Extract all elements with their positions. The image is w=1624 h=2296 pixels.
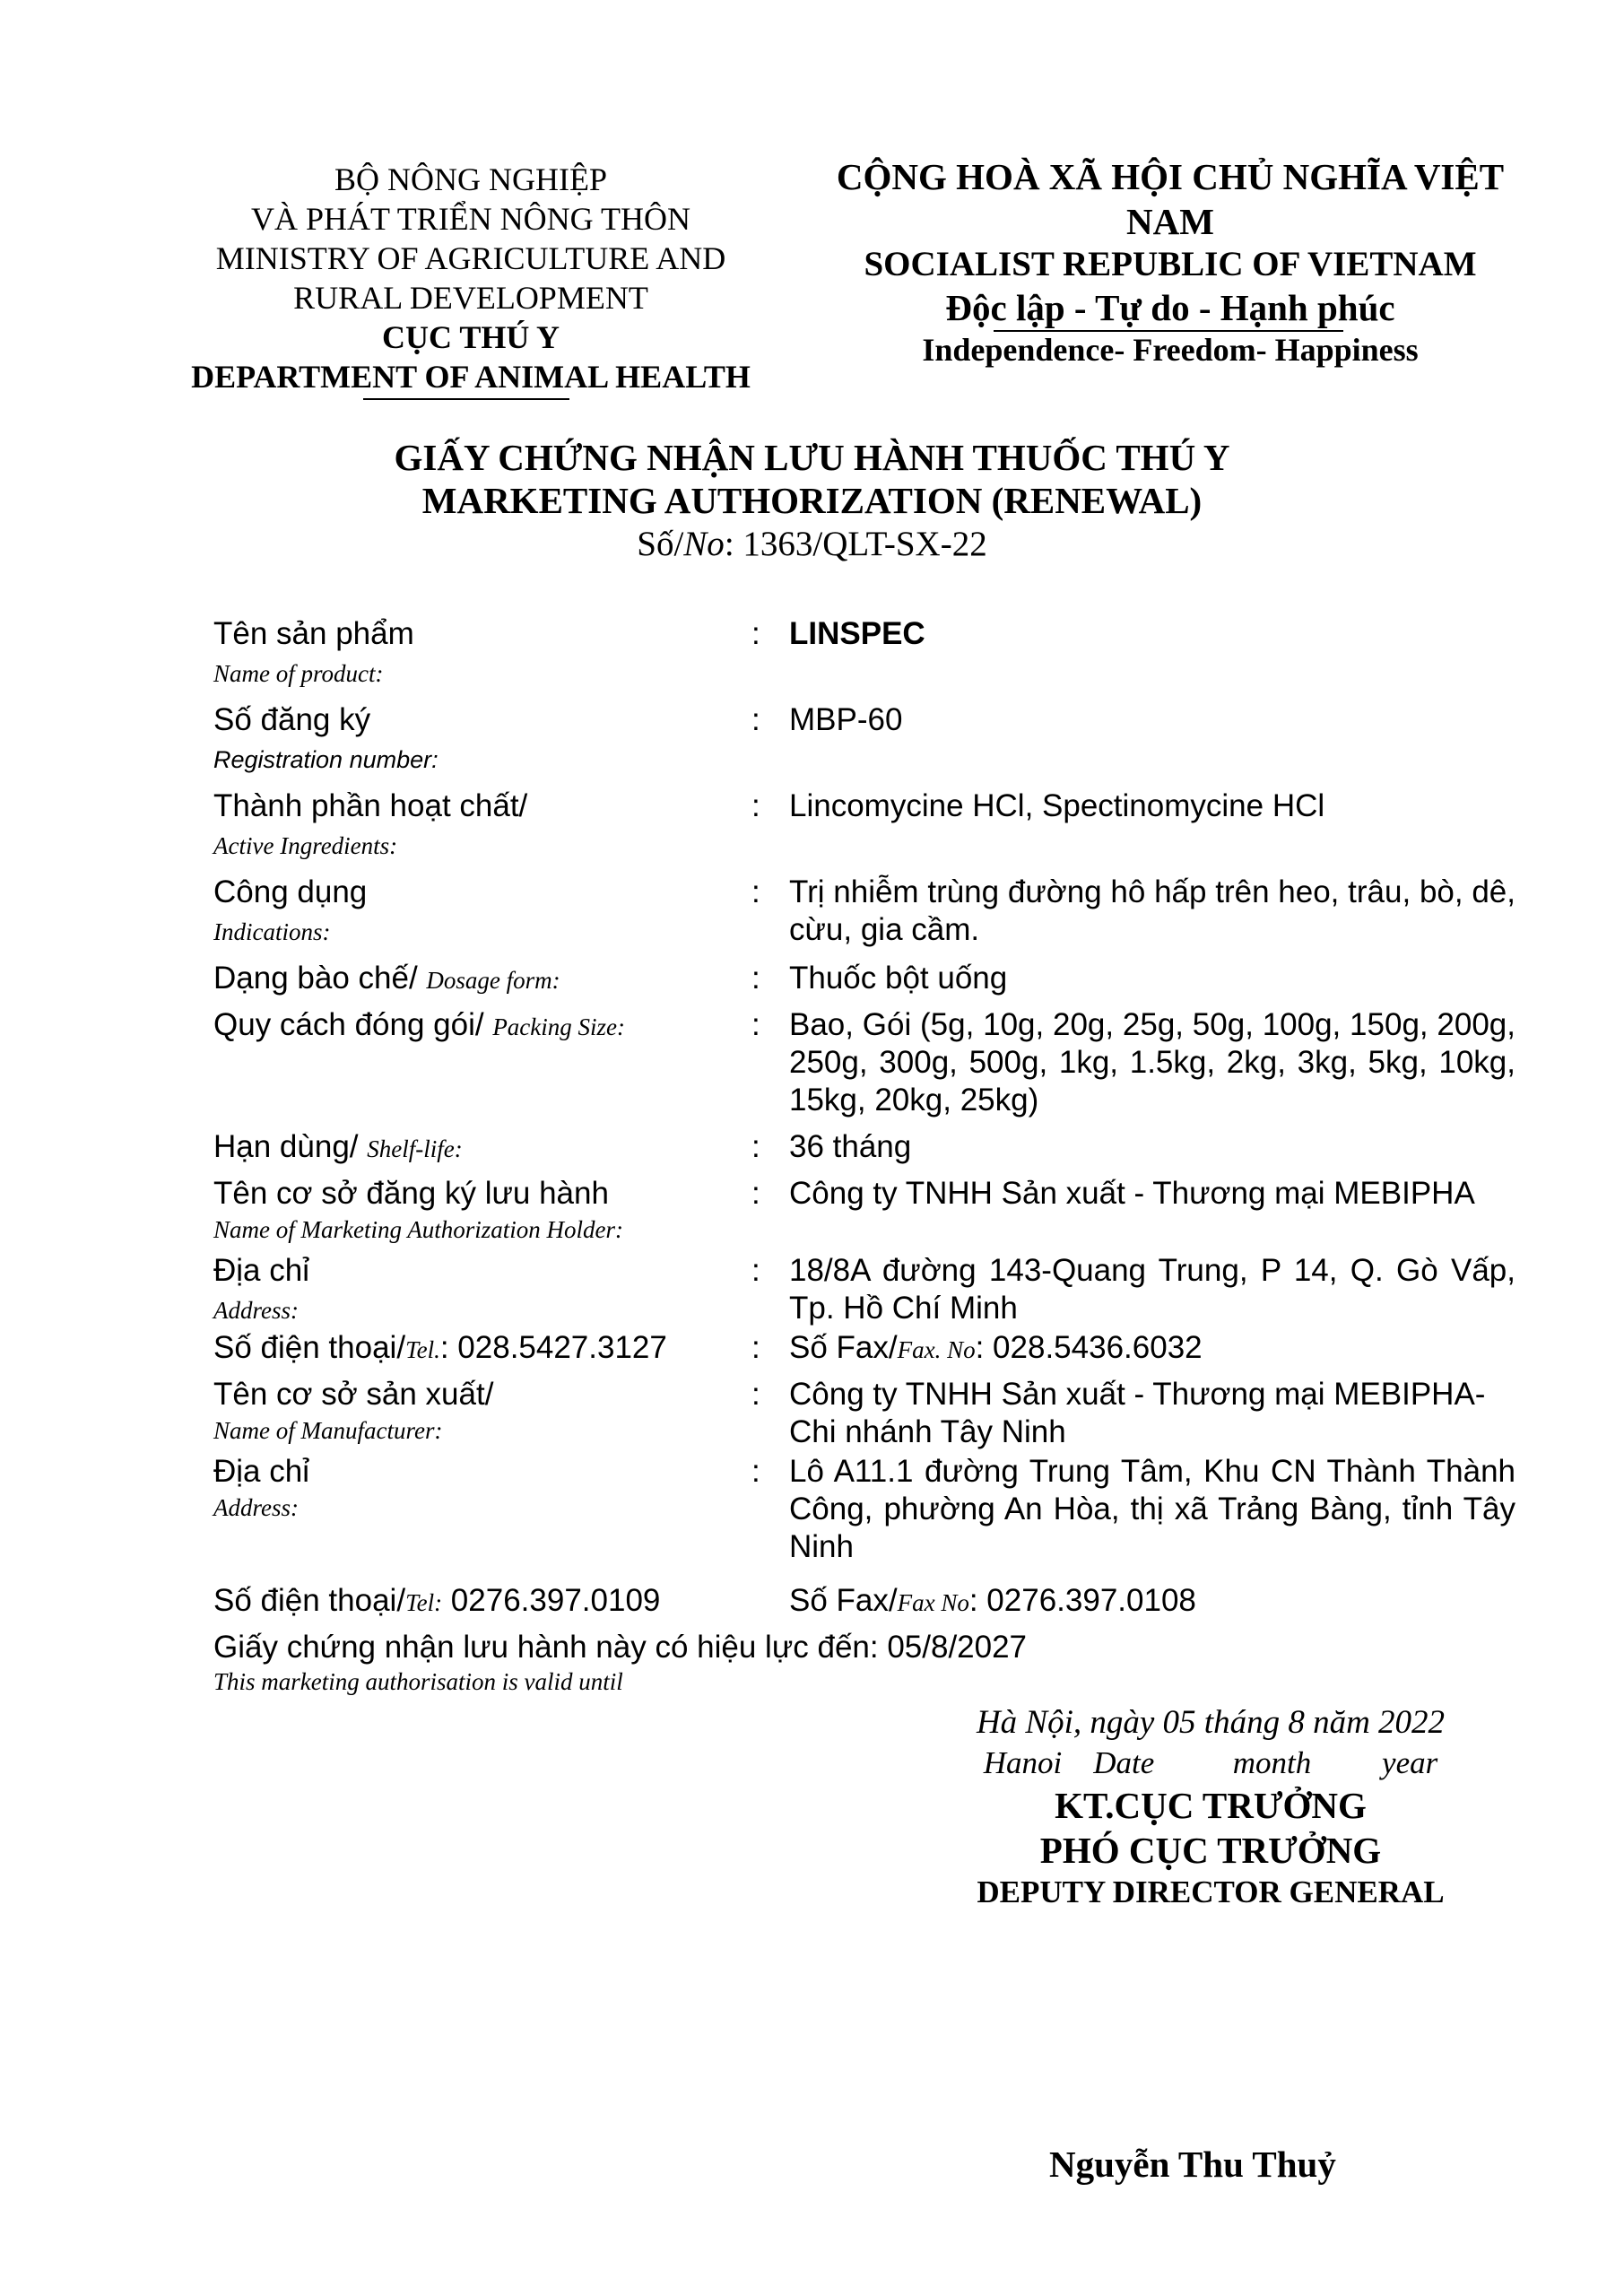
- signer-title-en: DEPUTY DIRECTOR GENERAL: [977, 1874, 1445, 1909]
- manufacturer-label: Tên cơ sở sản xuất/: [213, 1377, 494, 1412]
- product-value: LINSPEC: [789, 616, 925, 651]
- ingredients-label: Thành phần hoạt chất/: [213, 788, 528, 823]
- manufacturer-address-value: Lô A11.1 đường Trung Tâm, Khu CN Thành Thành Công, phường An Hòa, thị xã Trảng Bàng, tỉnh Tây Ninh: [789, 1454, 1515, 1564]
- manufacturer-value: Công ty TNHH Sản xuất - Thương mại MEBIPHA- Chi nhánh Tây Ninh: [789, 1377, 1486, 1449]
- ministry-name-en-2: RURAL DEVELOPMENT: [293, 280, 648, 316]
- indications-value: Trị nhiễm trùng đường hô hấp trên heo, trâu, bò, dê, cừu, gia cầm.: [789, 874, 1515, 947]
- ingredients-value: Lincomycine HCl, Spectinomycine HCl: [789, 788, 1325, 823]
- issue-date-en: Hanoi Date month year: [983, 1745, 1438, 1780]
- holder-phone-sublabel: Tel.: [405, 1336, 440, 1363]
- department-name-en: DEPARTMENT OF ANIMAL HEALTH: [191, 359, 751, 395]
- indications-sublabel: Indications:: [213, 918, 331, 945]
- signer-title-1: KT.CỤC TRƯỞNG: [1055, 1785, 1367, 1826]
- validity-statement: Giấy chứng nhận lưu hành này có hiệu lực đến: 05/8/2027: [213, 1630, 1028, 1665]
- manufacturer-fax-value: : 0276.397.0108: [968, 1583, 1196, 1618]
- shelf-life-value: 36 tháng: [789, 1129, 912, 1164]
- holder-address-label: Địa chỉ: [213, 1253, 309, 1288]
- signer-title-2: PHÓ CỤC TRƯỞNG: [1039, 1830, 1382, 1871]
- packing-label: Quy cách đóng gói/ Packing Size:: [213, 1007, 626, 1042]
- motto-en: Independence- Freedom- Happiness: [922, 332, 1419, 368]
- manufacturer-phone-sublabel: Tel:: [405, 1589, 443, 1616]
- product-label: Tên sản phẩm: [213, 616, 414, 651]
- ministry-name-vi-2: VÀ PHÁT TRIỂN NÔNG THÔN: [250, 201, 690, 237]
- ministry-name-vi: BỘ NÔNG NGHIỆP: [334, 161, 607, 197]
- holder-fax-sublabel: Fax. No: [897, 1336, 976, 1363]
- registration-value: MBP-60: [789, 702, 903, 737]
- holder-sublabel: Name of Marketing Authorization Holder:: [213, 1216, 623, 1243]
- header-left-underline: [363, 398, 569, 400]
- manufacturer-fax: Số Fax/Fax No: 0276.397.0108: [789, 1583, 1196, 1618]
- number-label: Số/: [637, 525, 684, 563]
- number-label-en: No: [683, 525, 725, 563]
- holder-value: Công ty TNHH Sản xuất - Thương mại MEBIPHA: [789, 1176, 1475, 1211]
- national-header: [789, 154, 1551, 370]
- holder-address-value: 18/8A đường 143-Quang Trung, P 14, Q. Gò Vấp, Tp. Hồ Chí Minh: [789, 1253, 1515, 1326]
- certificate-number: [0, 522, 1624, 567]
- country-name-vi: CỘNG HOÀ XÃ HỘI CHỦ NGHĨA VIỆT NAM: [836, 156, 1505, 242]
- registration-label: Số đăng ký: [213, 702, 371, 737]
- title-en: MARKETING AUTHORIZATION (RENEWAL): [421, 480, 1203, 521]
- country-name-en: SOCIALIST REPUBLIC OF VIETNAM: [864, 245, 1477, 283]
- signature-block: [897, 1702, 1524, 1912]
- packing-value: Bao, Gói (5g, 10g, 20g, 25g, 50g, 100g, 150g, 200g, 250g, 300g, 500g, 1kg, 1.5kg, 2kg, 3kg, 5kg, 10kg, 15kg, 20kg, 25kg): [789, 1007, 1515, 1118]
- document-title: [0, 436, 1624, 567]
- number-value: : 1363/QLT-SX-22: [724, 525, 987, 563]
- holder-phone-value: : 028.5427.3127: [439, 1330, 667, 1365]
- signer-name: Nguyễn Thu Thuỷ: [1049, 2144, 1336, 2185]
- issuer-header: [175, 160, 767, 396]
- manufacturer-fax-sublabel: Fax No: [897, 1589, 969, 1616]
- manufacturer-phone-value: 0276.397.0109: [442, 1583, 661, 1618]
- motto-vi: Độc lập - Tự do - Hạnh phúc: [945, 287, 1395, 328]
- holder-fax-value: : 028.5436.6032: [975, 1330, 1203, 1365]
- issue-date-vi: Hà Nội, ngày 05 tháng 8 năm 2022: [976, 1704, 1446, 1741]
- dosage-value: Thuốc bột uống: [789, 961, 1008, 996]
- holder-address-sublabel: Address:: [213, 1297, 299, 1324]
- header-right-underline: [994, 330, 1343, 332]
- registration-sublabel: Registration number:: [213, 746, 439, 773]
- holder-phone: Số điện thoại/Tel.: 028.5427.3127: [213, 1330, 667, 1365]
- manufacturer-address-sublabel: Address:: [213, 1494, 299, 1521]
- dosage-label: Dạng bào chế/ Dosage form:: [213, 961, 560, 996]
- ministry-name-en: MINISTRY OF AGRICULTURE AND: [215, 240, 726, 276]
- department-name-vi: CỤC THÚ Y: [381, 319, 560, 355]
- shelf-life-label: Hạn dùng/ Shelf-life:: [213, 1129, 463, 1164]
- validity-sublabel: This marketing authorisation is valid until: [213, 1668, 623, 1695]
- product-sublabel: Name of product:: [213, 660, 384, 687]
- title-vi: GIẤY CHỨNG NHẬN LƯU HÀNH THUỐC THÚ Y: [394, 437, 1230, 478]
- indications-label: Công dụng: [213, 874, 368, 909]
- holder-fax: Số Fax/Fax. No: 028.5436.6032: [789, 1330, 1203, 1365]
- manufacturer-sublabel: Name of Manufacturer:: [213, 1417, 443, 1444]
- dosage-sublabel: Dosage form:: [426, 967, 560, 994]
- holder-label: Tên cơ sở đăng ký lưu hành: [213, 1176, 609, 1211]
- manufacturer-phone: Số điện thoại/Tel: 0276.397.0109: [213, 1583, 661, 1618]
- ingredients-sublabel: Active Ingredients:: [213, 832, 398, 859]
- packing-sublabel: Packing Size:: [492, 1013, 626, 1040]
- shelf-life-sublabel: Shelf-life:: [367, 1135, 463, 1162]
- manufacturer-address-label: Địa chỉ: [213, 1454, 309, 1489]
